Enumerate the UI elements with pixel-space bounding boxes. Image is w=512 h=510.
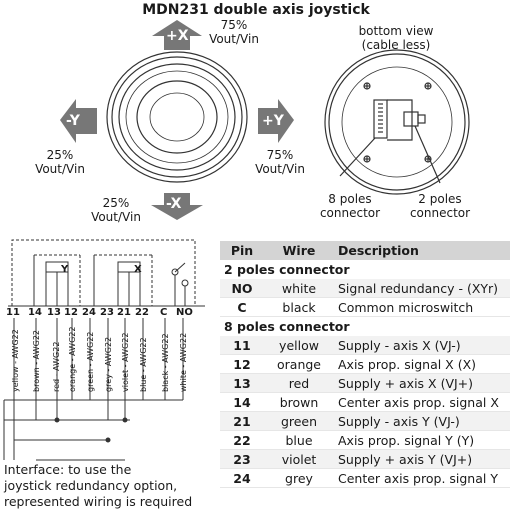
section-8-poles: 8 poles connector xyxy=(224,319,350,334)
wire-label: orange - AWG22 xyxy=(68,326,77,392)
pin-table-header xyxy=(220,241,510,260)
plus-x-label: +X xyxy=(166,28,189,44)
table-row: NO white Signal redundancy - (XYr) xyxy=(220,279,510,298)
pin-number: C xyxy=(160,307,168,318)
bottom-view-title: bottom view (cable less) xyxy=(358,24,434,52)
pin-number: 12 xyxy=(64,307,78,318)
wire-label: yellow - AWG22 xyxy=(11,329,20,392)
table-row: 11 yellow Supply - axis X (VJ-) xyxy=(220,336,510,355)
table-row: C black Common microswitch xyxy=(220,298,510,317)
pin-number: 11 xyxy=(6,307,20,318)
minus-x-label: -X xyxy=(166,196,182,212)
table-row: 24 grey Center axis prop. signal Y xyxy=(220,469,510,488)
table-row: 21 green Supply - axis Y (VJ-) xyxy=(220,412,510,431)
minus-y-label: -Y xyxy=(66,113,80,129)
pin-number: 22 xyxy=(135,307,149,318)
pin-number: 23 xyxy=(100,307,114,318)
plus-y-label: +Y xyxy=(262,113,284,129)
pin-number: 14 xyxy=(28,307,42,318)
conn8-label: 8 poles connector xyxy=(319,192,381,220)
pin-table xyxy=(220,241,510,488)
section-2-poles: 2 poles connector xyxy=(224,262,350,277)
pct-plus-y: 75% Vout/Vin xyxy=(255,148,305,176)
pin-number: NO xyxy=(176,307,193,318)
header-pin: Pin xyxy=(220,241,264,260)
table-row: 23 violet Supply + axis Y (VJ+) xyxy=(220,450,510,469)
wire-label: blue - AWG22 xyxy=(139,337,148,392)
pin-number: 21 xyxy=(117,307,131,318)
bottom-view xyxy=(325,50,469,194)
pct-minus-y: 25% Vout/Vin xyxy=(35,148,85,176)
pot-x-label: X xyxy=(134,264,142,275)
header-description: Description xyxy=(334,241,510,260)
table-row: 12 orange Axis prop. signal X (X) xyxy=(220,355,510,374)
wire-label: violet - AWG22 xyxy=(121,332,130,392)
pin-number: 13 xyxy=(47,307,61,318)
front-view-joystick xyxy=(107,52,247,182)
wire-label: brown - AWG22 xyxy=(32,330,41,392)
table-row: 13 red Supply + axis X (VJ+) xyxy=(220,374,510,393)
conn2-label: 2 poles connector xyxy=(409,192,471,220)
wire-label: green - AWG22 xyxy=(86,331,95,392)
interface-note: Interface: to use the joystick redundancy option, represented wiring is required xyxy=(4,462,193,509)
table-row: 14 brown Center axis prop. signal X xyxy=(220,393,510,412)
wire-label: grey - AWG22 xyxy=(104,336,113,392)
wire-label: black - AWG22 xyxy=(161,333,170,392)
wire-label: red - AWG22 xyxy=(52,341,61,392)
pin-number: 24 xyxy=(82,307,96,318)
wire-label: white - AWG22 xyxy=(179,332,188,392)
pct-minus-x: 25% Vout/Vin xyxy=(91,196,141,224)
table-row: 22 blue Axis prop. signal Y (Y) xyxy=(220,431,510,450)
header-wire: Wire xyxy=(264,241,334,260)
pct-plus-x: 75% Vout/Vin xyxy=(209,18,259,46)
diagram-title: MDN231 double axis joystick xyxy=(142,2,370,18)
pot-y-label: Y xyxy=(61,264,69,275)
